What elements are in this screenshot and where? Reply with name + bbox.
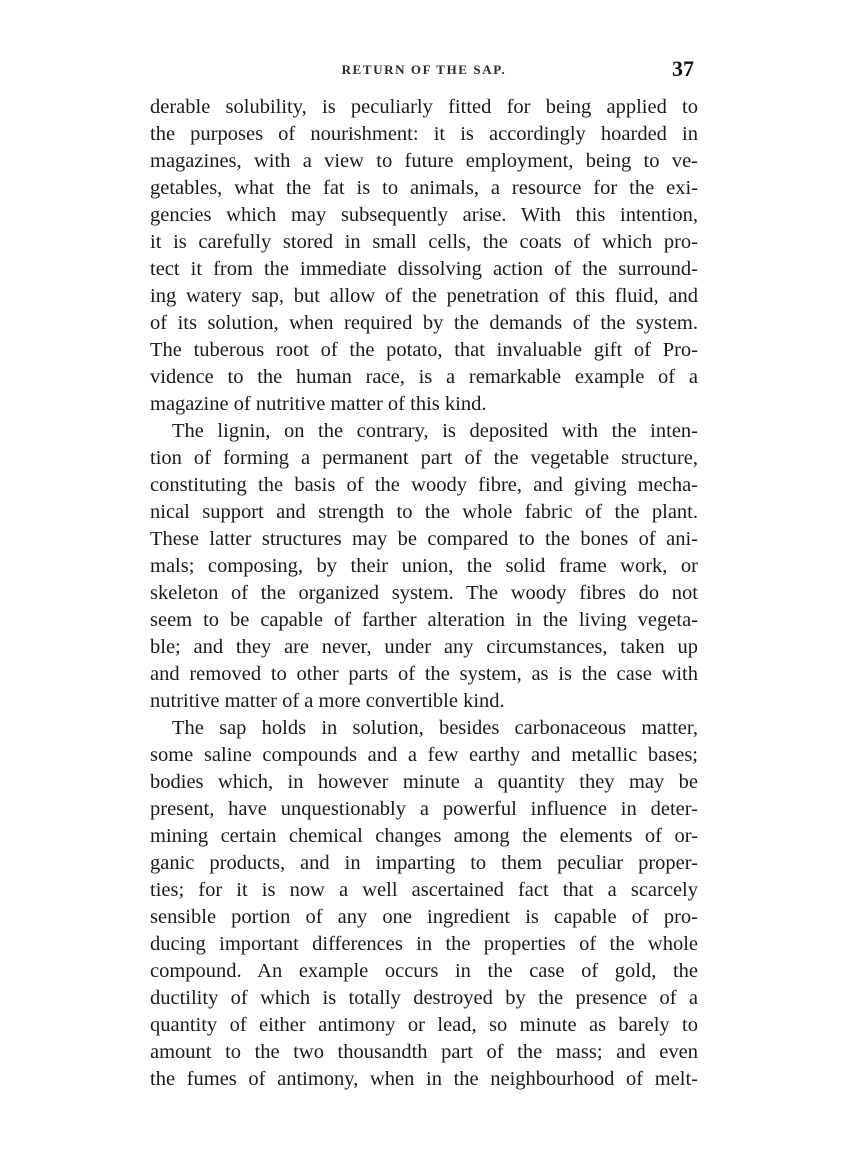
text-line: ing watery sap, but allow of the penetration of this fluid, and <box>150 285 698 307</box>
text-line: and removed to other parts of the system, as is the case with <box>150 663 698 685</box>
text-line: some saline compounds and a few earthy and metallic bases; <box>150 744 698 766</box>
text-line: derable solubility, is peculiarly fitted for being applied to <box>150 96 698 118</box>
paragraph <box>150 94 698 418</box>
text-line: magazine of nutritive matter of this kind. <box>150 393 487 415</box>
text-line: sensible portion of any one ingredient is capable of pro- <box>150 906 698 928</box>
text-line: present, have unquestionably a powerful influence in deter- <box>150 798 698 820</box>
text-line: getables, what the fat is to animals, a resource for the exi- <box>150 177 698 199</box>
paragraph <box>150 418 698 715</box>
running-head <box>150 56 698 86</box>
paragraph <box>150 715 698 1093</box>
text-line: vidence to the human race, is a remarkable example of a <box>150 366 698 388</box>
text-line: mals; composing, by their union, the solid frame work, or <box>150 555 698 577</box>
text-line: The tuberous root of the potato, that invaluable gift of Pro- <box>150 339 698 361</box>
text-line: ductility of which is totally destroyed by the presence of a <box>150 987 698 1009</box>
text-line: The lignin, on the contrary, is deposited with the inten- <box>172 420 698 442</box>
text-line: magazines, with a view to future employment, being to ve- <box>150 150 698 172</box>
text-line: nutritive matter of a more convertible kind. <box>150 690 505 712</box>
text-line: ble; and they are never, under any circumstances, taken up <box>150 636 698 658</box>
text-line: the fumes of antimony, when in the neighbourhood of melt- <box>150 1068 698 1090</box>
text-line: tion of forming a permanent part of the vegetable structure, <box>150 447 698 469</box>
text-line: the purposes of nourishment: it is accordingly hoarded in <box>150 123 698 145</box>
page-number: 37 <box>672 56 694 81</box>
text-line: mining certain chemical changes among the elements of or- <box>150 825 698 847</box>
text-line: ganic products, and in imparting to them peculiar proper- <box>150 852 698 874</box>
text-line: gencies which may subsequently arise. With this intention, <box>150 204 698 226</box>
text-line: skeleton of the organized system. The woody fibres do not <box>150 582 698 604</box>
text-line: bodies which, in however minute a quantity they may be <box>150 771 698 793</box>
text-line: compound. An example occurs in the case of gold, the <box>150 960 698 982</box>
running-title: RETURN OF THE SAP. <box>341 62 507 77</box>
text-line: ties; for it is now a well ascertained fact that a scarcely <box>150 879 698 901</box>
text-line: These latter structures may be compared to the bones of ani- <box>150 528 698 550</box>
book-page <box>150 56 698 1093</box>
text-line: seem to be capable of farther alteration in the living vegeta- <box>150 609 698 631</box>
text-line: it is carefully stored in small cells, the coats of which pro- <box>150 231 698 253</box>
text-line: amount to the two thousandth part of the mass; and even <box>150 1041 698 1063</box>
text-line: of its solution, when required by the demands of the system. <box>150 312 698 334</box>
text-line: tect it from the immediate dissolving action of the surround- <box>150 258 698 280</box>
text-line: constituting the basis of the woody fibre, and giving mecha- <box>150 474 698 496</box>
text-line: The sap holds in solution, besides carbonaceous matter, <box>172 717 698 739</box>
text-line: quantity of either antimony or lead, so minute as barely to <box>150 1014 698 1036</box>
body-text <box>150 94 698 1093</box>
text-line: ducing important differences in the properties of the whole <box>150 933 698 955</box>
text-line: nical support and strength to the whole fabric of the plant. <box>150 501 698 523</box>
